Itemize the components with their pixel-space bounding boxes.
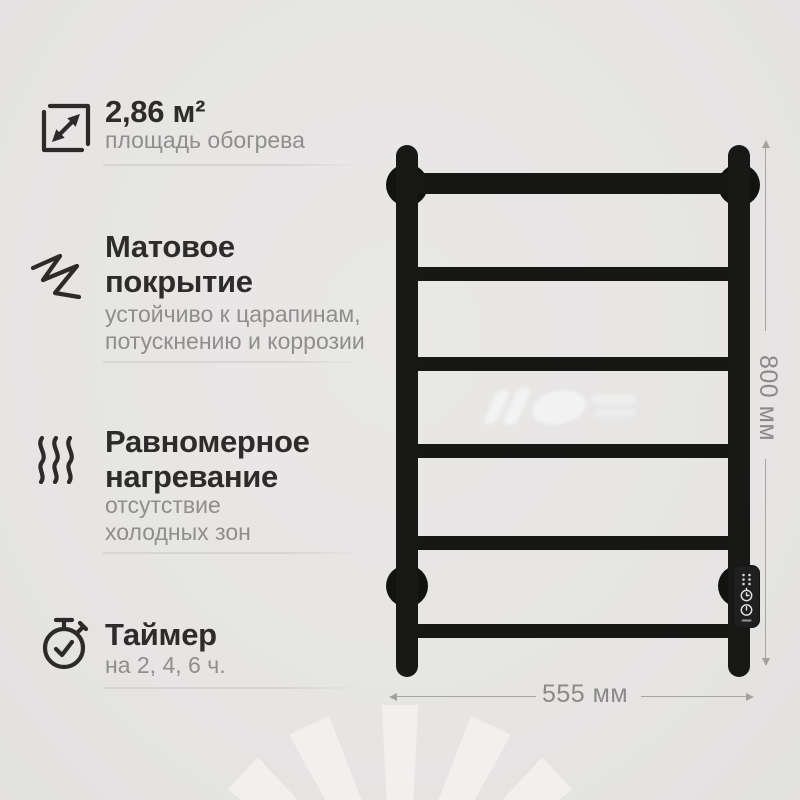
subtitle-line: устойчиво к царапинам, bbox=[105, 301, 361, 327]
control-panel bbox=[734, 566, 759, 627]
rail-rung-3 bbox=[407, 357, 739, 371]
led-indicator-dots bbox=[742, 574, 751, 586]
heat-waves-icon bbox=[34, 436, 78, 484]
rail-rung-5 bbox=[407, 536, 739, 550]
arrow-down-icon bbox=[762, 658, 770, 666]
divider bbox=[103, 361, 363, 363]
power-icon bbox=[741, 605, 751, 615]
arrow-up-icon bbox=[762, 140, 770, 148]
scratch-icon bbox=[27, 247, 83, 303]
title-line: Равномерное bbox=[105, 424, 310, 459]
rail-rung-6 bbox=[407, 624, 739, 638]
divider bbox=[103, 552, 363, 554]
title-line: покрытие bbox=[105, 264, 253, 299]
watermark-logo bbox=[480, 380, 640, 432]
subtitle-line: отсутствие bbox=[105, 492, 221, 518]
subtitle-line: холодных зон bbox=[105, 519, 251, 545]
stopwatch-icon bbox=[38, 613, 92, 673]
watermark-sunburst bbox=[225, 700, 575, 800]
panel-label bbox=[742, 620, 752, 622]
expand-area-icon bbox=[37, 99, 95, 157]
feature-title-matte-coating bbox=[105, 229, 253, 299]
feature-subtitle-heating-area bbox=[105, 127, 305, 154]
feature-subtitle-timer bbox=[105, 652, 226, 679]
width-dimension-line bbox=[396, 696, 536, 697]
title-line: нагревание bbox=[105, 459, 278, 494]
rail-rung-1 bbox=[407, 173, 739, 194]
feature-title-timer bbox=[105, 617, 217, 652]
arrow-right-icon bbox=[746, 693, 754, 701]
title-line: 2,86 м² bbox=[105, 94, 206, 129]
subtitle-line: площадь обогрева bbox=[105, 127, 305, 153]
subtitle-line: потускнению и коррозии bbox=[105, 328, 365, 354]
rail-post-left bbox=[396, 145, 418, 677]
feature-subtitle-even-heating bbox=[105, 492, 251, 546]
height-dimension-label: 800 мм bbox=[754, 354, 782, 442]
feature-title-heating-area bbox=[105, 94, 205, 129]
rail-rung-4 bbox=[407, 444, 739, 458]
feature-subtitle-matte-coating bbox=[105, 301, 365, 355]
title-line: Таймер bbox=[105, 617, 217, 652]
feature-title-even-heating bbox=[105, 424, 310, 494]
width-dimension-line bbox=[641, 696, 751, 697]
timer-icon bbox=[741, 588, 751, 600]
divider bbox=[103, 687, 363, 689]
width-dimension-label: 555 мм bbox=[541, 680, 629, 708]
rail-rung-2 bbox=[407, 267, 739, 281]
title-line: Матовое bbox=[105, 229, 235, 264]
height-dimension-line bbox=[765, 147, 766, 331]
divider bbox=[103, 164, 363, 166]
subtitle-line: на 2, 4, 6 ч. bbox=[105, 652, 226, 678]
height-dimension-line bbox=[765, 459, 766, 665]
